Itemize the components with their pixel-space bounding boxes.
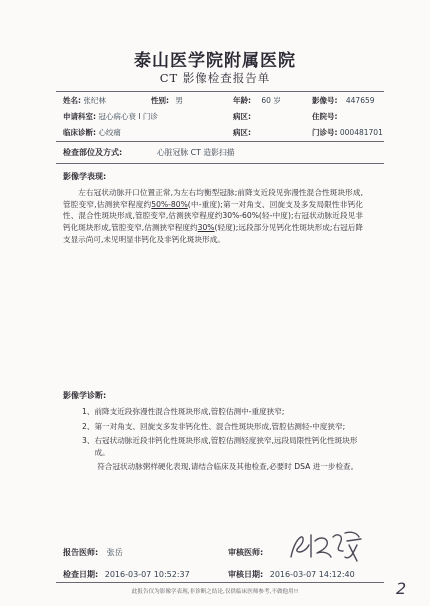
- exam-date-label: 检查日期:: [63, 570, 99, 579]
- ward-label-2: 病区:: [233, 128, 251, 137]
- patient-age-field: [233, 95, 281, 106]
- handwritten-mark-text: 2: [396, 579, 407, 597]
- outpatient-number-field: [312, 127, 383, 138]
- clinical-diagnosis-label: 临床诊断:: [63, 128, 96, 137]
- report-doctor-label: 报告医师:: [63, 548, 99, 557]
- clinical-diagnosis-value: 心绞痛: [98, 128, 121, 137]
- diagnosis-item: [82, 406, 372, 418]
- exam-method-value: 心脏冠脉 CT 造影扫描: [157, 148, 235, 157]
- diagnosis-item: [82, 435, 372, 458]
- report-doctor-field: [63, 547, 123, 558]
- patient-age-value: 60 岁: [261, 96, 281, 105]
- image-number-label: 影像号:: [312, 96, 338, 105]
- image-number-field: [312, 95, 375, 106]
- diagnosis-item-text: 右冠状动脉近段非钙化性斑块形成,管腔估测轻度狭窄,远段局限性钙化性斑块形成。: [94, 436, 358, 457]
- reviewer-field: [228, 547, 263, 558]
- diagnosis-item-number: 3、: [82, 436, 95, 446]
- diagnosis-conclusion: 符合冠状动脉粥样硬化表现,请结合临床及其他检查,必要时 DSA 进一步检查。: [97, 462, 359, 472]
- exam-date-field: [63, 569, 190, 580]
- reviewer-signature: [287, 527, 367, 563]
- report-doctor-value: 张岳: [106, 548, 123, 557]
- patient-sex-label: 性别:: [151, 96, 169, 105]
- department-field: [63, 111, 158, 122]
- department-value: 冠心病心衰 I 门诊: [98, 112, 158, 121]
- footer-note: 此报告仅为影像学表现,非诊断之结论,仅供临床医师参考,不做他用!!: [131, 589, 299, 595]
- ward-label: 病区:: [233, 112, 251, 121]
- diagnosis-item-text: 前降支近段弥漫性混合性斑块形成,管腔估测中-重度狭窄;: [94, 407, 285, 416]
- patient-sex-value: 男: [175, 96, 183, 105]
- diagnosis-item-text: 第一对角支、回旋支多发非钙化性、混合性斑块形成,管腔估测轻-中度狭窄;: [94, 421, 346, 431]
- ward-field-2: [233, 127, 251, 138]
- findings-paragraph: [63, 187, 363, 246]
- department-label: 申请科室:: [63, 112, 96, 121]
- divider-info: [56, 141, 384, 142]
- findings-label: 影像学表现:: [63, 172, 107, 181]
- findings-text-3: (轻度);远段部分见钙化性斑块形成;右冠后降支显示尚可,未见明显非钙化及非钙化斑块形成。: [63, 223, 364, 244]
- patient-name-value: 张纪林: [83, 96, 106, 105]
- image-number-value: 447659: [345, 96, 375, 105]
- diagnosis-label: 影像学诊断:: [63, 391, 107, 400]
- divider-top: [56, 91, 384, 92]
- exam-date-value: 2016-03-07 10:52:37: [104, 570, 190, 579]
- reviewer-label: 审核医师:: [228, 548, 264, 557]
- diagnosis-item-number: 1、: [82, 407, 95, 416]
- hospital-name: 泰山医学院附属医院: [134, 51, 296, 71]
- inpatient-number-field: [312, 111, 338, 122]
- patient-sex-field: [151, 95, 183, 106]
- diagnosis-item: [82, 421, 372, 433]
- review-date-field: [228, 569, 355, 580]
- diagnosis-list: [82, 406, 372, 473]
- outpatient-number-label: 门诊号:: [312, 128, 338, 137]
- clinical-diagnosis-field: [63, 127, 121, 138]
- findings-highlight-1: 50%-80%: [151, 199, 188, 209]
- patient-name-field: [63, 95, 106, 106]
- findings-highlight-2: 30%: [197, 223, 215, 233]
- diagnosis-item-number: 2、: [82, 421, 95, 431]
- report-title: CT 影像检查报告单: [159, 71, 271, 85]
- ward-field: [233, 111, 251, 122]
- divider-footer: [56, 582, 384, 583]
- patient-age-label: 年龄:: [233, 96, 251, 105]
- patient-name-label: 姓名:: [63, 96, 81, 105]
- findings-text-1: 左右冠状动脉开口位置正常,为左右均衡型冠脉;前降支近段见弥漫性混合性斑块形成,管腔变窄,估测狭窄程度约: [63, 188, 363, 209]
- outpatient-number-value: 000481701: [339, 128, 383, 137]
- exam-method-label: 检查部位及方式:: [63, 148, 123, 157]
- divider-exam: [56, 163, 384, 164]
- review-date-value: 2016-03-07 14:12:40: [269, 570, 355, 579]
- review-date-label: 审核日期:: [228, 570, 264, 579]
- inpatient-number-label: 住院号:: [312, 112, 338, 121]
- findings-text-2: (中-重度);第一对角支、回旋支及多发局限性非钙化性、混合性斑块形成,管腔变窄,估测狭窄程度约30%-60%(轻-中度);右冠状动脉近段见非钙化斑块形成,管腔变窄,估测狭窄程度约: [63, 199, 363, 233]
